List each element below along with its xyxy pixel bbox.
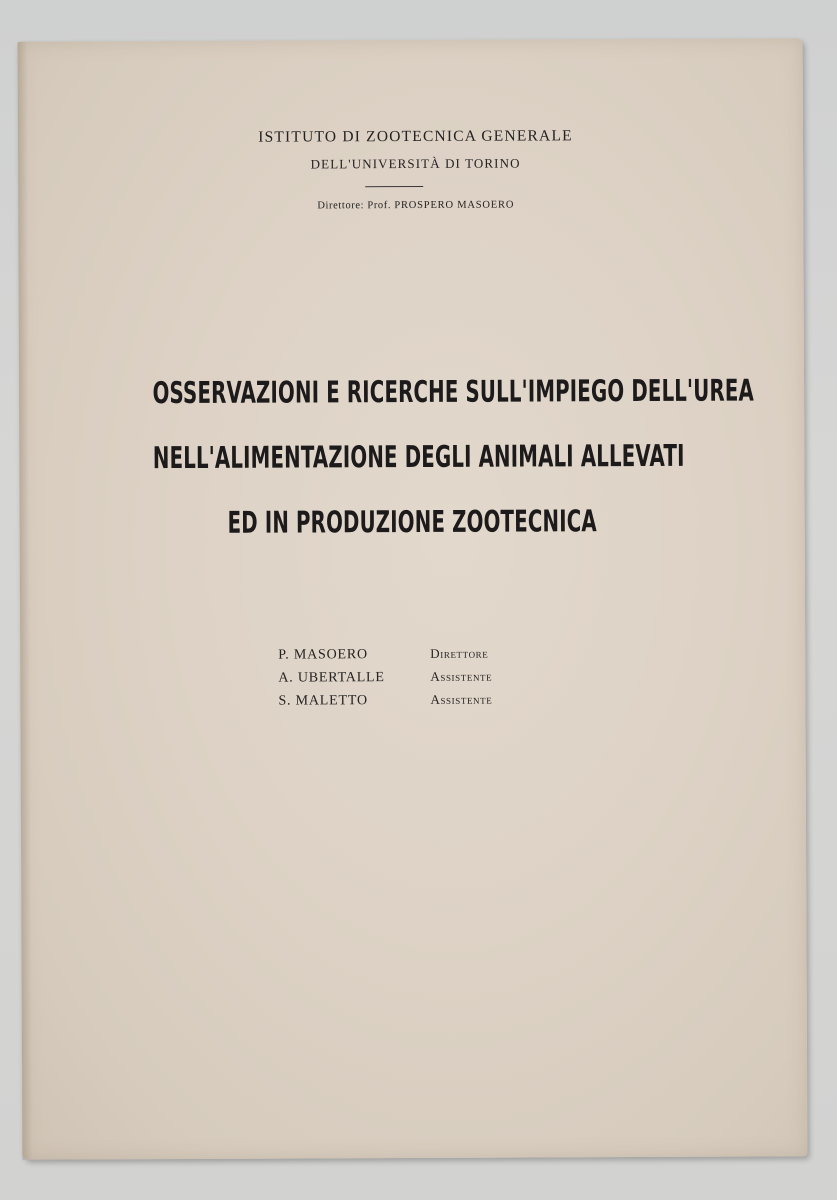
document-title [19, 358, 805, 556]
author-role: Direttore [430, 645, 489, 661]
author-role: Assistente [430, 668, 493, 684]
institute-name: ISTITUTO DI ZOOTECNICA GENERALE [258, 127, 573, 146]
author-row [278, 692, 492, 716]
author-row [278, 646, 492, 670]
title-line-2: NELL'ALIMENTAZIONE DEGLI ANIMALI ALLEVATI [152, 438, 685, 477]
author-row [278, 669, 492, 693]
university-name: DELL'UNIVERSITÀ DI TORINO [310, 155, 521, 172]
author-list [278, 646, 492, 716]
director-line [28, 198, 803, 212]
author-role: Assistente [430, 691, 493, 707]
author-name: P. MASOERO [278, 647, 368, 663]
director-name: PROSPERO MASOERO [394, 199, 515, 212]
author-name: A. UBERTALLE [278, 670, 385, 686]
director-prefix: Direttore: Prof. [317, 200, 392, 212]
title-line-1: OSSERVAZIONI E RICERCHE SULL'IMPIEGO DELL'UREA [152, 373, 754, 412]
header-divider [365, 186, 423, 187]
booklet-cover [18, 38, 808, 1159]
author-name: S. MALETTO [278, 693, 368, 709]
title-line-3: ED IN PRODUZIONE ZOOTECNICA [227, 504, 597, 541]
